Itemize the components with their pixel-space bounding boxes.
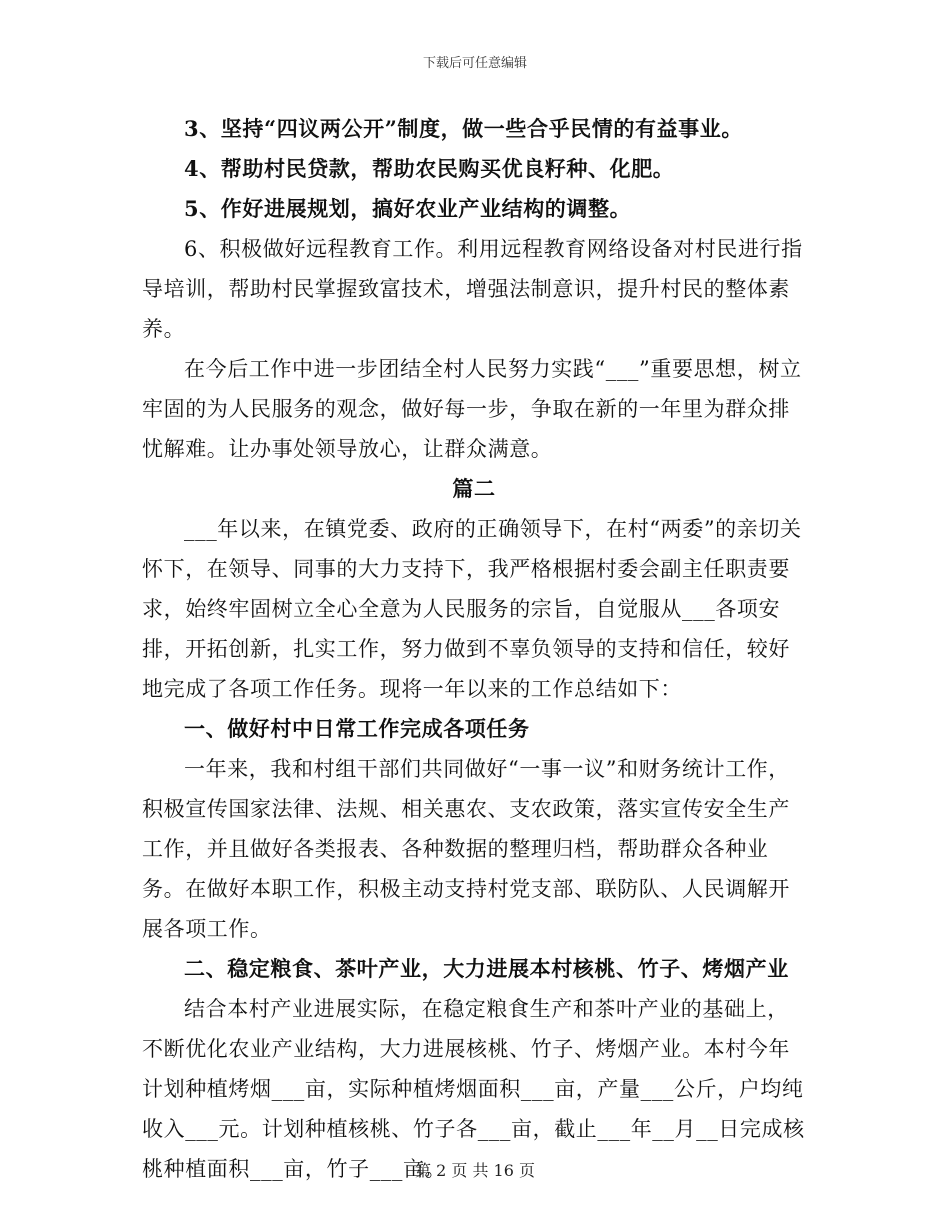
paragraph-daily-work: 一年来，我和村组干部们共同做好“一事一议”和财务统计工作，积极宣传国家法律、法规、相关惠农、支农政策，落实宣传安全生产工作，并且做好各类报表、各种数据的整理归档，帮助群众各种业务。在做好本职工作，积极主动支持村党支部、联防队、人民调解开展各项工作。 [142, 757, 790, 941]
section-heading-2: 二、稳定粮食、茶叶产业，大力进展本村核桃、竹子、烤烟产业 [184, 956, 789, 981]
paragraph-item-4: 4、帮助村民贷款，帮助农民购买优良籽种、化肥。 [184, 156, 675, 181]
paragraph-industry: 结合本村产业进展实际，在稳定粮食生产和茶叶产业的基础上，不断优化农业产业结构，大力进展核桃、竹子、烤烟产业。本村今年计划种植烤烟___亩，实际种植烤烟面积___亩，产量___公斤，户均纯收入___元。计划种植核桃、竹子各___亩，截止___年__月__日完成核桃种植面积___亩，竹子___亩。 [142, 997, 805, 1181]
document-body [142, 109, 806, 1189]
paragraph-intro: ___年以来，在镇党委、政府的正确领导下，在村“两委”的亲切关怀下，在领导、同事的大力支持下，我严格根据村委会副主任职责要求，始终牢固树立全心全意为人民服务的宗旨，自觉服从___各项安排，开拓创新，扎实工作，努力做到不辜负领导的支持和信任，较好地完成了各项工作任务。现将一年以来的工作总结如下： [142, 517, 802, 701]
section-heading-1: 一、做好村中日常工作完成各项任务 [184, 716, 530, 741]
page-header: 下载后可任意编辑 [422, 56, 527, 71]
paragraph-outlook: 在今后工作中进一步团结全村人民努力实践“___”重要思想，树立牢固的为人民服务的观念，做好每一步，争取在新的一年里为群众排忧解难。让办事处领导放心，让群众满意。 [142, 357, 802, 461]
section-title: 篇二 [452, 476, 496, 501]
paragraph-item-6: 6、积极做好远程教育工作。利用远程教育网络设备对村民进行指导培训，帮助村民掌握致富技术，增强法制意识，提升村民的整体素养。 [142, 237, 803, 341]
page-footer: 第 2 页 共 16 页 [415, 1161, 535, 1180]
paragraph-item-5: 5、作好进展规划，搞好农业产业结构的调整。 [184, 196, 632, 221]
paragraph-item-3: 3、坚持“四议两公开”制度，做一些合乎民情的有益事业。 [184, 116, 743, 141]
